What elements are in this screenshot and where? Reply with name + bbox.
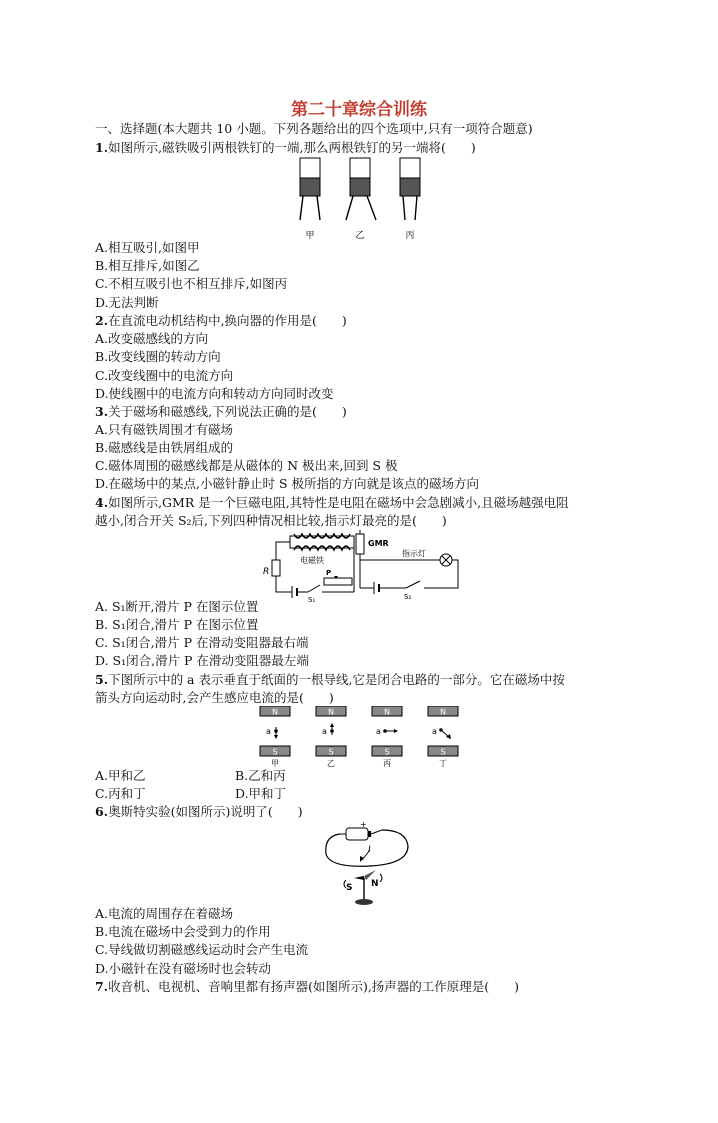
svg-text:N: N bbox=[384, 707, 390, 717]
section-heading: 一、选择题(本大题共 10 小题。下列各题给出的四个选项中,只有一项符合题意) bbox=[95, 121, 533, 136]
question-2 bbox=[95, 312, 347, 330]
option: C. S₁闭合,滑片 P 在滑动变阻器最右端 bbox=[95, 635, 309, 650]
question-3 bbox=[95, 403, 347, 421]
question-stem: 如图所示,GMR 是一个巨磁电阻,其特性是电阻在磁场中会急剧减小,且磁场越强电阻 bbox=[108, 495, 569, 510]
lamp-label: 指示灯 bbox=[402, 549, 426, 558]
question-stem: 关于磁场和磁感线,下列说法正确的是( ) bbox=[108, 404, 347, 419]
resistor-label: R bbox=[263, 567, 270, 577]
option: A.改变磁感线的方向 bbox=[95, 331, 209, 346]
magnet-jia bbox=[300, 158, 320, 220]
switch-s1 bbox=[308, 585, 320, 592]
svg-text:S: S bbox=[384, 747, 390, 757]
svg-text:a: a bbox=[322, 727, 327, 736]
panel-jia bbox=[260, 706, 290, 768]
slider-p-label: P bbox=[326, 569, 332, 577]
figure-gmr-circuit bbox=[262, 530, 462, 602]
question-number: 4. bbox=[95, 495, 109, 510]
question-4 bbox=[95, 494, 569, 512]
option: C.不相互吸引也不相互排斥,如图丙 bbox=[95, 276, 288, 291]
figure-oersted-experiment bbox=[320, 820, 420, 908]
svg-text:S: S bbox=[440, 747, 446, 757]
magnet-yi bbox=[346, 158, 376, 220]
panel-ding bbox=[428, 706, 458, 768]
option: C.磁体周围的磁感线都是从磁体的 N 极出来,回到 S 极 bbox=[95, 458, 398, 473]
option: C.丙和丁 bbox=[95, 786, 146, 801]
resistor-r bbox=[272, 560, 280, 576]
option: D.在磁场中的某点,小磁针静止时 S 极所指的方向就是该点的磁场方向 bbox=[95, 476, 480, 491]
option: A.相互吸引,如图甲 bbox=[95, 240, 200, 255]
option: A. S₁断开,滑片 P 在图示位置 bbox=[95, 599, 259, 614]
needle-s-label: S bbox=[346, 883, 353, 893]
label-bing: 丙 bbox=[405, 231, 415, 241]
svg-text:丙: 丙 bbox=[383, 759, 391, 768]
panel-bing bbox=[372, 706, 402, 768]
svg-text:丁: 丁 bbox=[439, 759, 447, 768]
plus-label: + bbox=[360, 820, 367, 829]
option: B. S₁闭合,滑片 P 在图示位置 bbox=[95, 617, 259, 632]
option: B.电流在磁场中会受到力的作用 bbox=[95, 924, 271, 939]
question-stem: 在直流电动机结构中,换向器的作用是( ) bbox=[108, 313, 347, 328]
option: A.甲和乙 bbox=[95, 768, 146, 783]
electromagnet-label: 电磁铁 bbox=[300, 556, 324, 565]
battery bbox=[346, 828, 368, 840]
svg-text:N: N bbox=[272, 707, 278, 717]
svg-text:S: S bbox=[272, 747, 278, 757]
question-stem: 收音机、电视机、音响里都有扬声器(如图所示),扬声器的工作原理是( ) bbox=[108, 979, 520, 994]
option: A.电流的周围存在着磁场 bbox=[95, 906, 234, 921]
option: D.小磁针在没有磁场时也会转动 bbox=[95, 961, 272, 976]
gmr-label: GMR bbox=[368, 539, 389, 548]
svg-text:N: N bbox=[440, 707, 446, 717]
svg-text:N: N bbox=[328, 707, 334, 717]
label-jia: 甲 bbox=[305, 231, 315, 241]
question-number: 5. bbox=[95, 672, 109, 687]
question-6 bbox=[95, 803, 303, 821]
question-number: 7. bbox=[95, 979, 109, 994]
question-5-cont: 箭头方向运动时,会产生感应电流的是( ) bbox=[95, 690, 334, 705]
panel-yi bbox=[316, 706, 346, 768]
page-title: 第二十章综合训练 bbox=[291, 100, 427, 120]
svg-text:a: a bbox=[266, 727, 271, 736]
option: D.甲和丁 bbox=[235, 786, 287, 801]
option: D.无法判断 bbox=[95, 295, 159, 310]
magnet-bing bbox=[400, 158, 420, 220]
option-row-2 bbox=[95, 785, 287, 803]
question-stem: 下图所示中的 a 表示垂直于纸面的一根导线,它是闭合电路的一部分。它在磁场中按 bbox=[108, 672, 565, 687]
option: D.使线圈中的电流方向和转动方向同时改变 bbox=[95, 386, 334, 401]
label-yi: 乙 bbox=[355, 231, 365, 241]
svg-text:a: a bbox=[432, 727, 437, 736]
option-row-1 bbox=[95, 767, 286, 785]
option: B.改变线圈的转动方向 bbox=[95, 349, 221, 364]
question-number: 6. bbox=[95, 804, 109, 819]
option: B.磁感线是由铁屑组成的 bbox=[95, 440, 234, 455]
option: C.导线做切割磁感线运动时会产生电流 bbox=[95, 942, 309, 957]
option: B.相互排斥,如图乙 bbox=[95, 258, 200, 273]
svg-text:S: S bbox=[328, 747, 334, 757]
question-stem: 如图所示,磁铁吸引两根铁钉的一端,那么两根铁钉的另一端将( ) bbox=[108, 140, 476, 155]
option: C.改变线圈中的电流方向 bbox=[95, 368, 234, 383]
svg-text:乙: 乙 bbox=[327, 759, 335, 768]
option: A.只有磁铁周围才有磁场 bbox=[95, 422, 234, 437]
option: B.乙和丙 bbox=[235, 768, 286, 783]
question-number: 1. bbox=[95, 140, 109, 155]
current-label: I bbox=[368, 845, 371, 855]
gmr-resistor bbox=[356, 534, 364, 554]
needle-n-label: N bbox=[371, 879, 379, 889]
option: D. S₁闭合,滑片 P 在滑动变阻器最左端 bbox=[95, 653, 309, 668]
svg-text:a: a bbox=[376, 727, 381, 736]
question-stem: 奥斯特实验(如图所示)说明了( ) bbox=[108, 804, 303, 819]
question-number: 2. bbox=[95, 313, 109, 328]
switch-s2 bbox=[406, 581, 420, 588]
question-1 bbox=[95, 139, 476, 157]
question-number: 3. bbox=[95, 404, 109, 419]
question-7 bbox=[95, 978, 519, 996]
figure-magnetic-field bbox=[258, 706, 468, 768]
switch-s1-label: S₁ bbox=[308, 596, 316, 602]
switch-s2-label: S₂ bbox=[404, 593, 412, 601]
compass-needle bbox=[354, 876, 364, 880]
question-5 bbox=[95, 671, 565, 689]
electromagnet bbox=[290, 534, 354, 550]
question-4-cont: 越小,闭合开关 S₂后,下列四种情况相比较,指示灯最亮的是( ) bbox=[95, 513, 447, 528]
rheostat bbox=[324, 578, 352, 585]
svg-text:甲: 甲 bbox=[271, 759, 279, 768]
figure-iron-nails bbox=[290, 156, 430, 242]
